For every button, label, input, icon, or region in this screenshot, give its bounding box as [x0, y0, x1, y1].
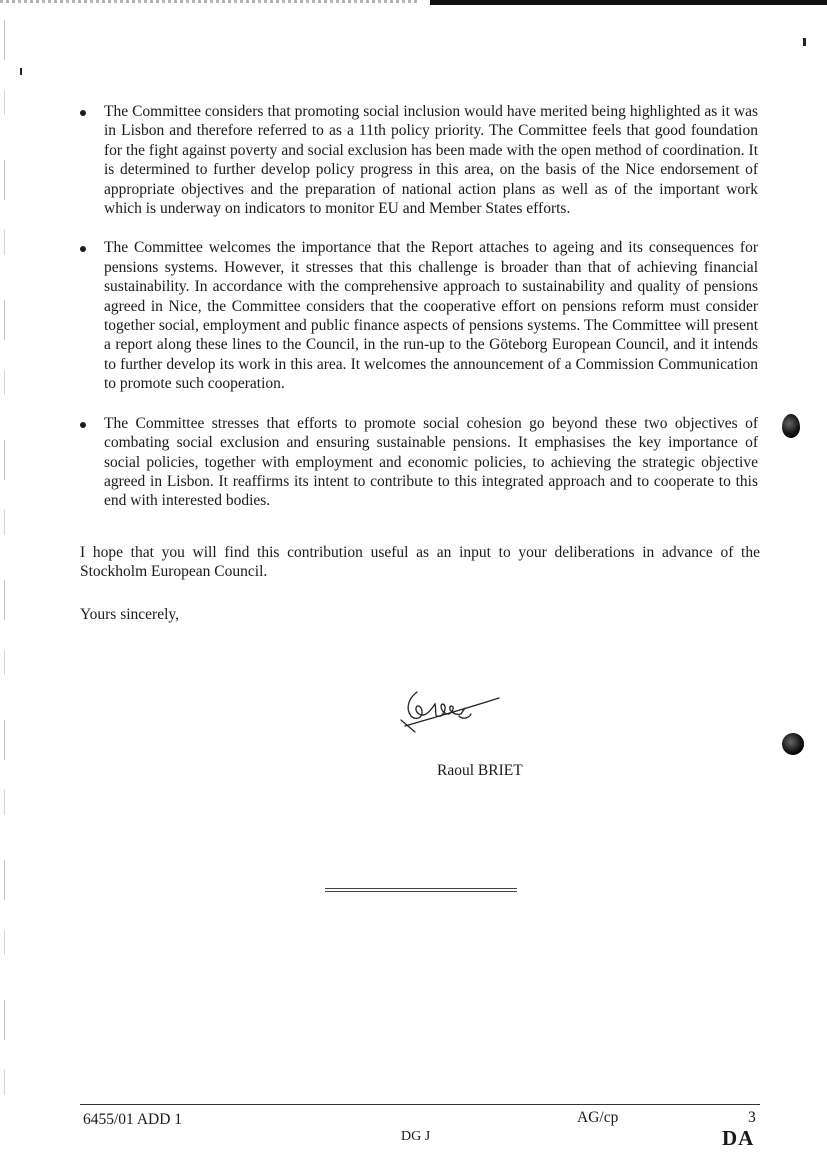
salutation: Yours sincerely,	[80, 606, 180, 623]
scan-edge-left	[4, 20, 5, 1140]
scan-speck	[20, 68, 22, 75]
separator-line	[325, 888, 517, 892]
bullet-item	[80, 102, 758, 218]
footer-dg: DG J	[401, 1129, 431, 1144]
closing-paragraph: I hope that you will find this contribution useful as an input to your deliberations in advance of the Stockholm European Council.	[80, 544, 760, 581]
punch-hole-mark	[782, 733, 804, 755]
punch-hole-mark	[782, 414, 800, 438]
scan-edge-top-left	[0, 0, 420, 3]
footer-language: DA	[722, 1126, 755, 1150]
bullet-marker	[80, 422, 86, 428]
bullet-item	[80, 238, 758, 393]
signer-name: Raoul BRIET	[437, 762, 523, 779]
footer-rule	[80, 1104, 760, 1105]
bullet-marker	[80, 246, 86, 252]
bullet-marker	[80, 110, 86, 116]
bullet-text: The Committee considers that promoting social inclusion would have merited being highlighted as it was in Lisbon and therefore referred to as a 11th policy priority. The Committee feels that good foundation for the fight against poverty and social exclusion has been made with the open method of coordination. It is determined to further develop policy progress in this area, on the basis of the Nice endorsement of appropriate objectives and the preparation of national action plans as well as of the important work which is underway on indicators to monitor EU and Member States efforts.	[104, 103, 758, 218]
footer-initials: AG/cp	[577, 1109, 619, 1126]
footer-doc-ref: 6455/01 ADD 1	[83, 1111, 183, 1128]
bullet-text: The Committee welcomes the importance that the Report attaches to ageing and its consequences for pensions systems. However, it stresses that this challenge is broader than that of achieving financial sustainability. In accordance with the comprehensive approach to sustainability and quality of pensions agreed in Nice, the Committee considers that the cooperative effort on pensions reform must consider together social, employment and public finance aspects of pensions systems. The Committee will present a report along these lines to the Council, in the run-up to the Göteborg European Council, and it intends to further develop its work in this area. It welcomes the announcement of a Commission Communication to promote such cooperation.	[104, 239, 758, 393]
bullet-item	[80, 414, 758, 511]
scan-speck	[803, 38, 806, 46]
scan-edge-top-right	[430, 0, 827, 5]
bullet-text: The Committee stresses that efforts to promote social cohesion go beyond these two objectives of combating social exclusion and ensuring sustainable pensions. It emphasises the key importance of social policies, together with employment and economic policies, to achieving the strategic objective agreed in Lisbon. It reaffirms its intent to contribute to this integrated approach and to cooperate to this end with interested bodies.	[104, 414, 758, 510]
bullet-list	[80, 102, 758, 531]
footer-page-number: 3	[748, 1109, 756, 1126]
handwritten-signature	[395, 686, 505, 734]
